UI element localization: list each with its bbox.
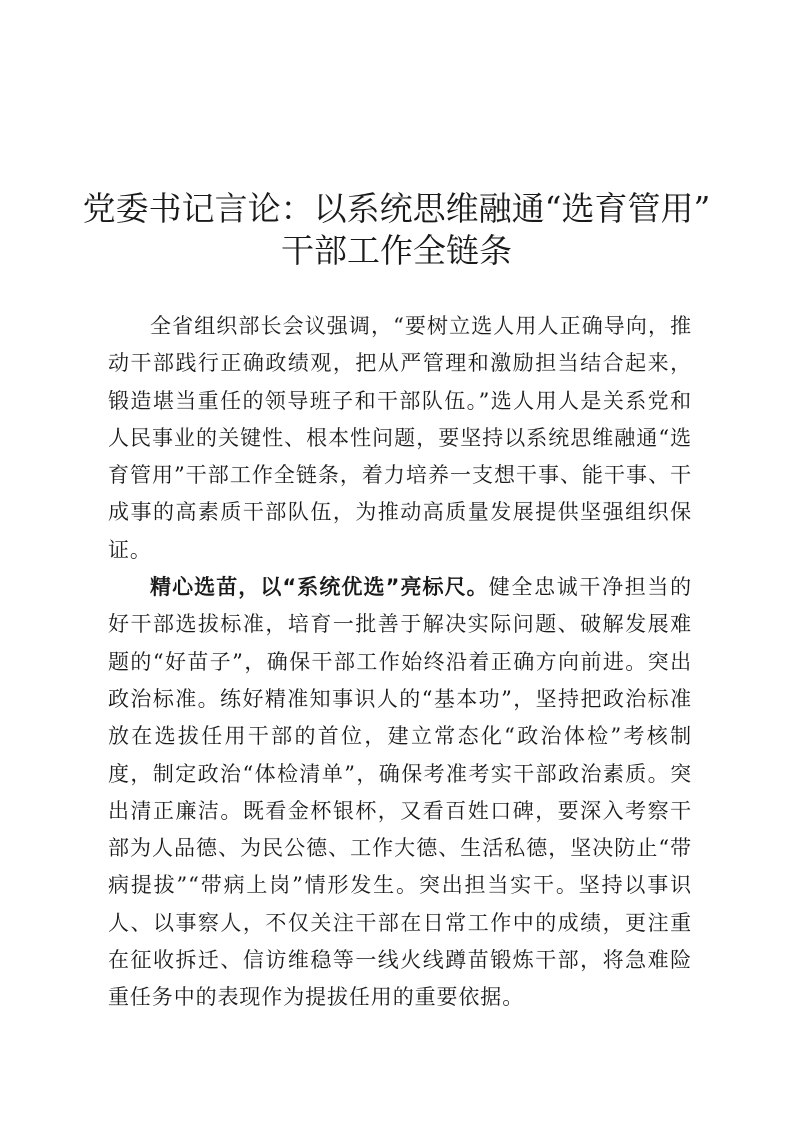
document-title-line-2: 干部工作全链条 (281, 231, 512, 270)
document-title-line-1: 党委书记言论：以系统思维融通“选育管用” (82, 189, 711, 228)
paragraph-intro (108, 308, 692, 569)
paragraph-intro-text: 全省组织部长会议强调，“要树立选人用人正确导向，推动干部践行正确政绩观，把从严管理和激励担当结合起来，锻造堪当重任的领导班子和干部队伍。”选人用人是关系党和人民事业的关键性、根本性问题，要坚持以系统思维融通“选育管用”干部工作全链条，着力培养一支想干事、能干事、干成事的高素质干部队伍，为推动高质量发展提供坚强组织保证。 (108, 314, 692, 562)
document-body (108, 308, 692, 1017)
paragraph-selection-text: 健全忠诚干净担当的好干部选拔标准，培育一批善于解决实际问题、破解发展难题的“好苗子”，确保干部工作始终沿着正确方向前进。突出政治标准。练好精准知事识人的“基本功”，坚持把政治标准放在选拔任用干部的首位，建立常态化“政治体检”考核制度，制定政治“体检清单”，确保考准考实干部政治素质。突出清正廉洁。既看金杯银杯，又看百姓口碑，要深入考察干部为人品德、为民公德、工作大德、生活私德，坚决防止“带病提拔”“带病上岗”情形发生。突出担当实干。坚持以事识人、以事察人，不仅关注干部在日常工作中的成绩，更注重在征收拆迁、信访维稳等一线火线蹲苗锻炼干部，将急难险重任务中的表现作为提拔任用的重要依据。 (108, 575, 692, 1010)
paragraph-selection (108, 569, 692, 1017)
paragraph-selection-heading: 精心选苗，以“系统优选”亮标尺。 (150, 575, 489, 600)
